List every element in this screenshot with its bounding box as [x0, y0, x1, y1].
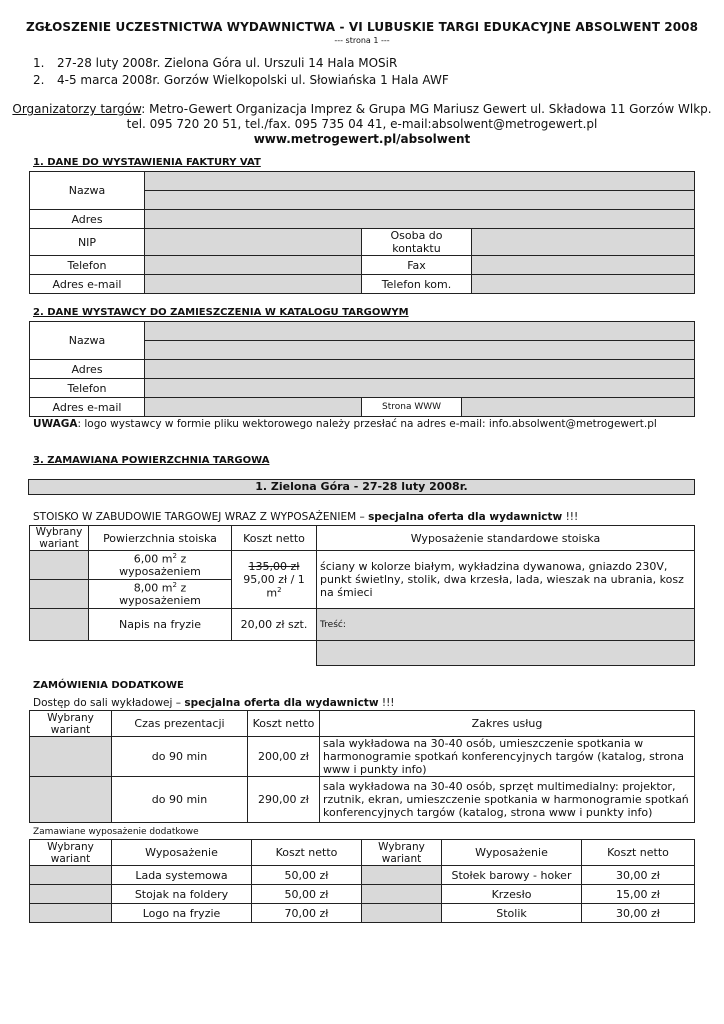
extra-item: Lada systemowa: [112, 866, 252, 885]
hall-col-cost: Koszt netto: [248, 711, 320, 737]
extra-price: 50,00 zł: [252, 866, 362, 885]
invoice-name-label: Nazwa: [30, 172, 145, 210]
extra-col-selected-left: Wybrany wariant: [30, 840, 112, 866]
catalog-email-label: Adres e-mail: [30, 398, 145, 417]
catalog-name-field[interactable]: [145, 322, 695, 341]
frieze-price: 20,00 zł szt.: [232, 609, 317, 641]
catalog-www-label: Strona WWW: [362, 398, 462, 417]
extra-col-equipment-right: Wyposażenie: [442, 840, 582, 866]
col-stand-area: Powierzchnia stoiska: [89, 526, 232, 551]
extra-col-selected-right: Wybrany wariant: [362, 840, 442, 866]
invoice-nip-field[interactable]: [145, 229, 362, 256]
extra-price: 15,00 zł: [582, 885, 695, 904]
catalog-www-field[interactable]: [462, 398, 695, 417]
catalog-address-field[interactable]: [145, 360, 695, 379]
section1-heading: 1. DANE DO WYSTAWIENIA FAKTURY VAT: [33, 157, 261, 168]
col-selected-variant: Wybrany wariant: [30, 526, 89, 551]
stand-size-8m: 8,00 $m^2$ z wyposażeniem: [89, 580, 232, 609]
invoice-name-field[interactable]: [145, 172, 695, 191]
standard-equipment-text: ściany w kolorze białym, wykładzina dywanowa, gniazdo 230V, punkt świetlny, stolik, dwa krzesła, lada, wieszak na ubrania, kosz na śmieci: [317, 551, 695, 609]
catalog-address-label: Adres: [30, 360, 145, 379]
location-2: 2. 4-5 marca 2008r. Gorzów Wielkopolski ul. Słowiańska 1 Hala AWF: [33, 73, 449, 87]
hall-time-1: do 90 min: [112, 737, 248, 777]
stand-variant-6m-checkbox[interactable]: [30, 551, 89, 580]
hall-scope-1: sala wykładowa na 30-40 osób, umieszczenie spotkania w harmonogramie spotkań konferencyjnych targów (katalog, strona www i punkty info): [320, 737, 695, 777]
hall-cost-2: 290,00 zł: [248, 777, 320, 823]
invoice-name-field-2[interactable]: [145, 191, 695, 210]
stand-price: 135,00 zł 95,00 zł / 1 $m^2$: [232, 551, 317, 609]
extra-variant-checkbox[interactable]: [362, 866, 442, 885]
invoice-phone-field[interactable]: [145, 256, 362, 275]
invoice-fax-label: Fax: [362, 256, 472, 275]
organizer-line: Organizatorzy targów: Metro-Gewert Organizacja Imprez & Grupa MG Mariusz Gewert ul. Składowa 11 Gorzów Wlkp.: [12, 102, 712, 116]
old-price: 135,00 zł: [248, 559, 300, 573]
stand-variant-8m-checkbox[interactable]: [30, 580, 89, 609]
catalog-name-field-2[interactable]: [145, 341, 695, 360]
hall-col-time: Czas prezentacji: [112, 711, 248, 737]
extra-col-cost-right: Koszt netto: [582, 840, 695, 866]
extra-price: 30,00 zł: [582, 904, 695, 923]
section3-heading: 3. ZAMAWIANA POWIERZCHNIA TARGOWA: [33, 455, 270, 466]
location-1: 1. 27-28 luty 2008r. Zielona Góra ul. Urszuli 14 Hala MOSiR: [33, 56, 398, 70]
stand-table: [29, 525, 695, 666]
location-banner: 1. Zielona Góra - 27-28 luty 2008r.: [28, 479, 695, 495]
frieze-label: Napis na fryzie: [89, 609, 232, 641]
col-standard-equipment: Wyposażenie standardowe stoiska: [317, 526, 695, 551]
hall-table: [29, 710, 695, 823]
section2-heading: 2. DANE WYSTAWCY DO ZAMIESZCZENIA W KATALOGU TARGOWYM: [33, 307, 409, 318]
page-number: --- strona 1 ---: [334, 36, 390, 45]
hall-cost-1: 200,00 zł: [248, 737, 320, 777]
extra-variant-checkbox[interactable]: [362, 904, 442, 923]
orders-heading: ZAMÓWIENIA DODATKOWE: [33, 680, 184, 691]
invoice-email-field[interactable]: [145, 275, 362, 294]
new-price: 95,00 zł / 1 m: [243, 572, 305, 600]
extra-price: 30,00 zł: [582, 866, 695, 885]
hall-variant-1-checkbox[interactable]: [30, 737, 112, 777]
invoice-fax-field[interactable]: [472, 256, 695, 275]
hall-time-2: do 90 min: [112, 777, 248, 823]
invoice-contact-field[interactable]: [472, 229, 695, 256]
hall-scope-2: sala wykładowa na 30-40 osób, sprzęt multimedialny: projektor, rzutnik, ekran, umieszczenie spotkania w harmonogramie spotkań konferencyjnych targów (katalog, strona www i punkty info): [320, 777, 695, 823]
logo-note: UWAGA: logo wystawcy w formie pliku wektorowego należy przesłać na adres e-mail: info.absolwent@metrogewert.pl: [33, 418, 657, 430]
extra-heading: Zamawiane wyposażenie dodatkowe: [33, 827, 199, 837]
stand-intro: STOISKO W ZABUDOWIE TARGOWEJ WRAZ Z WYPOSAŻENIEM – specjalna oferta dla wydawnictw !!!: [33, 511, 579, 523]
extra-item: Stolik: [442, 904, 582, 923]
invoice-address-label: Adres: [30, 210, 145, 229]
extra-variant-checkbox[interactable]: [30, 866, 112, 885]
hall-col-scope: Zakres usług: [320, 711, 695, 737]
invoice-mobile-label: Telefon kom.: [362, 275, 472, 294]
invoice-address-field[interactable]: [145, 210, 695, 229]
organizer-www[interactable]: www.metrogewert.pl/absolwent: [253, 132, 471, 146]
invoice-nip-label: NIP: [30, 229, 145, 256]
invoice-mobile-field[interactable]: [472, 275, 695, 294]
extra-variant-checkbox[interactable]: [362, 885, 442, 904]
col-net-cost: Koszt netto: [232, 526, 317, 551]
extra-variant-checkbox[interactable]: [30, 904, 112, 923]
extra-item: Stojak na foldery: [112, 885, 252, 904]
catalog-phone-field[interactable]: [145, 379, 695, 398]
organizer-contact: tel. 095 720 20 51, tel./fax. 095 735 04 41, e-mail:absolwent@metrogewert.pl: [126, 117, 598, 131]
extra-variant-checkbox[interactable]: [30, 885, 112, 904]
hall-col-selected: Wybrany wariant: [30, 711, 112, 737]
catalog-name-label: Nazwa: [30, 322, 145, 360]
form-title: ZGŁOSZENIE UCZESTNICTWA WYDAWNICTWA - VI LUBUSKIE TARGI EDUKACYJNE ABSOLWENT 2008: [25, 20, 699, 34]
catalog-table: [29, 321, 695, 417]
catalog-phone-label: Telefon: [30, 379, 145, 398]
invoice-email-label: Adres e-mail: [30, 275, 145, 294]
invoice-table: [29, 171, 695, 294]
frieze-text-field[interactable]: Treść:: [317, 609, 695, 641]
extra-item: Logo na fryzie: [112, 904, 252, 923]
invoice-contact-label: Osoba do kontaktu: [362, 229, 472, 256]
hall-variant-2-checkbox[interactable]: [30, 777, 112, 823]
invoice-phone-label: Telefon: [30, 256, 145, 275]
stand-size-6m: 6,00 $m^2$ z wyposażeniem: [89, 551, 232, 580]
catalog-email-field[interactable]: [145, 398, 362, 417]
extra-item: Krzesło: [442, 885, 582, 904]
extra-price: 70,00 zł: [252, 904, 362, 923]
extra-col-cost-left: Koszt netto: [252, 840, 362, 866]
extra-col-equipment-left: Wyposażenie: [112, 840, 252, 866]
frieze-text-field-2[interactable]: [317, 641, 695, 666]
hall-intro: Dostęp do sali wykładowej – specjalna oferta dla wydawnictw !!!: [33, 697, 395, 709]
extra-item: Stołek barowy - hoker: [442, 866, 582, 885]
extra-price: 50,00 zł: [252, 885, 362, 904]
extra-equipment-table: [29, 839, 695, 923]
frieze-variant-checkbox[interactable]: [30, 609, 89, 641]
